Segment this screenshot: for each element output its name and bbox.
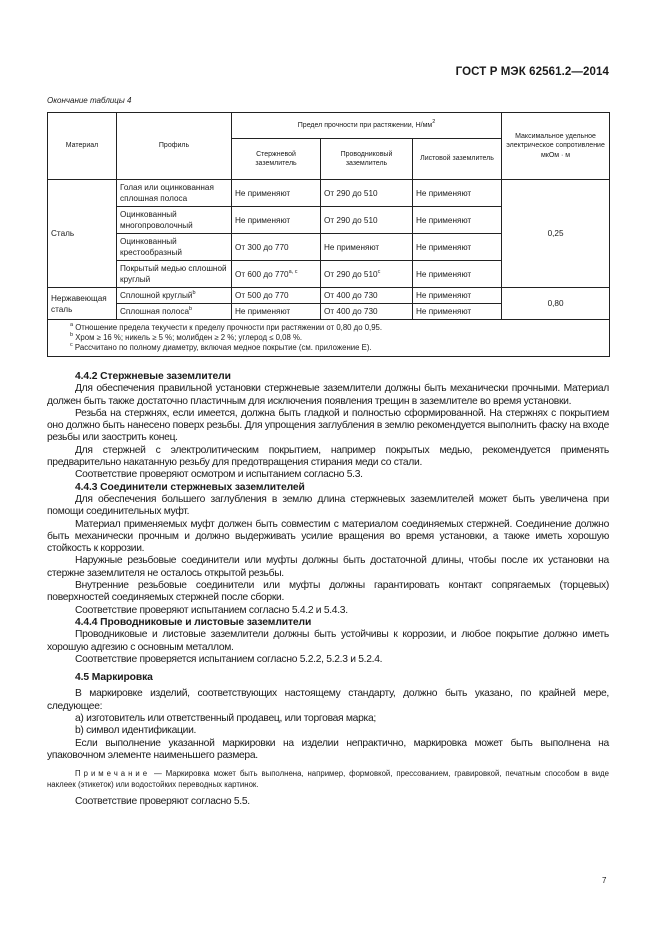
conductor-cell: От 290 до 510 xyxy=(321,180,413,207)
sheet-cell: Не применяют xyxy=(413,261,502,288)
profile-cell: Голая или оцинкованная сплошная полоса xyxy=(117,180,232,207)
paragraph: В маркировке изделий, соответствующих настоящему стандарту, должно быть указано, по крайней мере, следующее: xyxy=(47,688,609,712)
rod-cell: От 300 до 770 xyxy=(232,234,321,261)
paragraph: Соответствие проверяется испытанием согласно 5.2.2, 5.2.3 и 5.2.4. xyxy=(75,653,383,665)
paragraph: Внутренние резьбовые соединители или муфты должны гарантировать контакт сопрягаемых (торцевых) поверхностей соединяемых стержней после сборки. xyxy=(47,580,609,604)
resistivity-cell: 0,80 xyxy=(502,288,610,320)
paragraph: Материал применяемых муфт должен быть совместим с материалом соединяемых стержней. Соединение должно быть механически прочным и должно выдерживать усилие вращения во время установки, а также иметь хорошую стойкость к коррозии. xyxy=(47,518,609,555)
section-heading: 4.4.3 Соединители стержневых заземлителей xyxy=(75,481,305,493)
section-heading: 4.4.4 Проводниковые и листовые заземлители xyxy=(75,616,312,628)
conductor-cell: От 290 до 510$^c$ xyxy=(321,261,413,288)
material-cell: Сталь xyxy=(48,180,117,288)
note: Примечание — Маркировка может быть выполнена, например, формовкой, прессованием, гравировкой, печатным способом в виде наклеек (этикеток) или водостойких переводных картинок. xyxy=(47,769,609,790)
sheet-cell: Не применяют xyxy=(413,304,502,320)
profile-cell: Сплошной круглый$^b$ xyxy=(117,288,232,304)
paragraph: Для обеспечения большего заглубления в землю длина стержневых заземлителей может быть увеличена при помощи соединительных муфт. xyxy=(47,493,609,518)
sheet-cell: Не применяют xyxy=(413,288,502,304)
materials-table xyxy=(47,112,610,357)
col-material: Материал xyxy=(48,113,117,180)
page-number: 7 xyxy=(602,876,607,885)
paragraph: Для стержней с электролитическим покрытием, например покрытых медью, рекомендуется применять предварительно накатанную резьбу для предотвращения стирания меди со стали. xyxy=(47,444,609,469)
table-row xyxy=(48,288,610,304)
rod-cell: Не применяют xyxy=(232,180,321,207)
profile-cell: Оцинкованный многопроволочный xyxy=(117,207,232,234)
profile-cell: Покрытый медью сплошной круглый xyxy=(117,261,232,288)
section-heading: 4.4.2 Стержневые заземлители xyxy=(75,371,231,382)
list-item: b) символ идентификации. xyxy=(75,725,197,737)
col-resistivity: Максимальное удельное электрическое сопротивление мкОм · м xyxy=(502,113,610,180)
profile-cell: Сплошная полоса$^b$ xyxy=(117,304,232,320)
sheet-cell: Не применяют xyxy=(413,207,502,234)
paragraph: Соответствие проверяют испытанием согласно 5.4.2 и 5.4.3. xyxy=(75,604,348,616)
list-item: а) изготовитель или ответственный продавец, или торговая марка; xyxy=(75,713,376,725)
rod-cell: Не применяют xyxy=(232,304,321,320)
rod-cell: Не применяют xyxy=(232,207,321,234)
conductor-cell: Не применяют xyxy=(321,234,413,261)
col-profile: Профиль xyxy=(117,113,232,180)
col-strength: Предел прочности при растяжении, $Н/мм^2$ xyxy=(232,113,502,139)
sheet-cell: Не применяют xyxy=(413,234,502,261)
conductor-cell: От 400 до 730 xyxy=(321,288,413,304)
paragraph: Соответствие проверяют осмотром и испытанием согласно 5.3. xyxy=(75,469,363,481)
col-rod: Стержневой заземлитель xyxy=(232,139,321,180)
footnote: $^b$ Хром ≥ 16 %; никель ≥ 5 %; молибден ≥ 2 %; углерод ≤ 0,08 %. xyxy=(70,332,303,342)
rod-cell: От 600 до 770$^{a, c}$ xyxy=(232,261,321,288)
conductor-cell: От 400 до 730 xyxy=(321,304,413,320)
footnote: $^c$ Рассчитано по полному диаметру, включая медное покрытие (см. приложение Е). xyxy=(70,342,372,352)
rod-cell: От 500 до 770 xyxy=(232,288,321,304)
resistivity-cell: 0,25 xyxy=(502,180,610,288)
footnote: $^a$ Отношение предела текучести к пределу прочности при растяжении от 0,80 до 0,95. xyxy=(70,322,383,332)
col-conductor: Проводниковый заземлитель xyxy=(321,139,413,180)
document-header: ГОСТ Р МЭК 62561.2—2014 xyxy=(455,66,609,78)
paragraph: Для обеспечения правильной установки стержневые заземлители должны быть механически прочными. Материал должен быть также достаточно пластичным для исключения появления трещин в заземлителе во время установки. xyxy=(47,383,609,407)
paragraph: Если выполнение указанной маркировки на изделии непрактично, маркировка может быть выполнена на упаковочном элементе наименьшего размера. xyxy=(47,737,609,761)
paragraph: Соответствие проверяют согласно 5.5. xyxy=(75,796,250,808)
table-row xyxy=(48,180,610,207)
material-cell: Нержавеющая сталь xyxy=(48,288,117,320)
table-caption: Окончание таблицы 4 xyxy=(47,96,132,105)
sheet-cell: Не применяют xyxy=(413,180,502,207)
table-footnotes xyxy=(48,320,610,357)
paragraph: Резьба на стержнях, если имеется, должна быть гладкой и полностью сформированной. На стержнях с покрытием оно должно быть нанесено поверх резьбы. Для упрощения заглубления в землю рекомендуется выполнить фаску на входе резьбы или заострить конец. xyxy=(47,407,609,444)
paragraph: Наружные резьбовые соединители или муфты должны быть достаточной длины, чтобы после их установки на стержне заземлителя не осталось открытой резьбы. xyxy=(47,555,609,579)
col-sheet: Листовой заземлитель xyxy=(413,139,502,180)
profile-cell: Оцинкованный крестообразный xyxy=(117,234,232,261)
section-heading: 4.5 Маркировка xyxy=(75,672,153,684)
conductor-cell: От 290 до 510 xyxy=(321,207,413,234)
paragraph: Проводниковые и листовые заземлители должны быть устойчивы к коррозии, и любое покрытие должно иметь хорошую адгезию с основным металлом. xyxy=(47,629,609,653)
body-text xyxy=(47,371,609,809)
